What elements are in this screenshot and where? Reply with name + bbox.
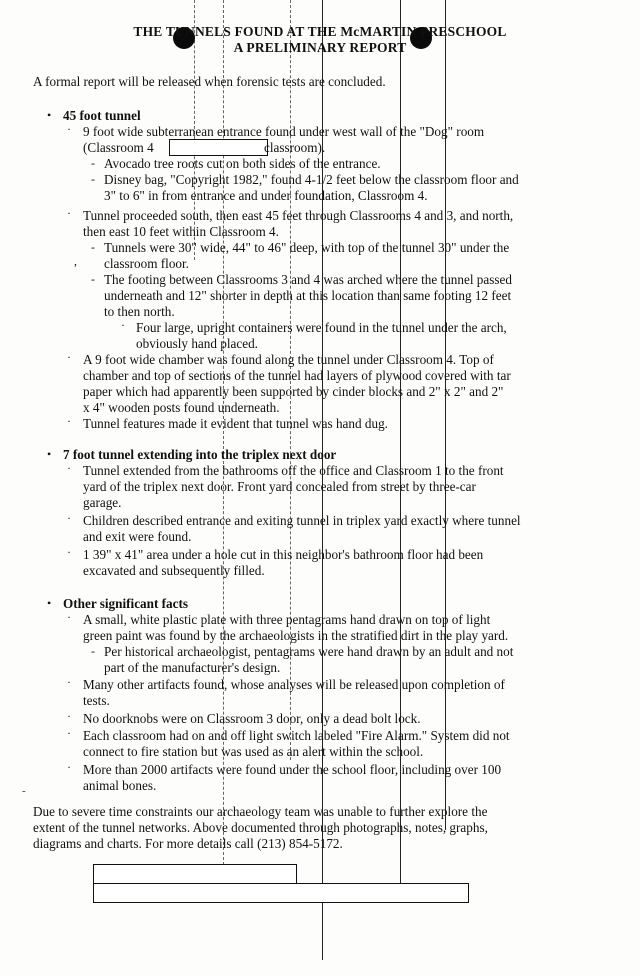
list-item: yard of the triplex next door. Front yard concealed from street by three-car — [83, 479, 476, 494]
list-bullet: · — [67, 206, 71, 220]
intro-text: A formal report will be released when forensic tests are concluded. — [33, 74, 386, 89]
list-bullet: · — [67, 675, 71, 689]
redaction-box — [169, 139, 268, 156]
list-item: x 4" wooden posts found underneath. — [83, 400, 280, 415]
list-bullet: · — [67, 350, 71, 364]
closing-text: extent of the tunnel networks. Above documented through photographs, notes, graphs, — [33, 820, 488, 835]
list-item: Tunnels were 30" wide, 44" to 46" deep, with top of the tunnel 30" under the — [104, 240, 510, 255]
list-bullet: · — [67, 122, 71, 136]
list-item: (Classroom 4 — [83, 140, 154, 155]
list-bullet: · — [67, 414, 71, 428]
list-item: 3" to 6" in from entrance and under foundation, Classroom 4. — [104, 188, 428, 203]
list-bullet: · — [67, 461, 71, 475]
list-item: obviously hand placed. — [136, 336, 258, 351]
list-item: Tunnel extended from the bathrooms off the office and Classroom 1 to the front — [83, 463, 504, 478]
list-item: Children described entrance and exiting tunnel in triplex yard exactly where tunnel — [83, 513, 521, 528]
list-bullet: · — [67, 610, 71, 624]
list-item: No doorknobs were on Classroom 3 door, only a dead bolt lock. — [83, 711, 421, 726]
list-item: Each classroom had on and off light switch labeled "Fire Alarm." System did not — [83, 728, 510, 743]
report-title: THE TUNNELS FOUND AT THE McMARTIN PRESCHOOL — [133, 24, 507, 39]
dash-bullet: - — [91, 156, 95, 170]
list-item: underneath and 12" shorter in depth at this location than same footing 12 feet — [104, 288, 512, 303]
list-bullet: · — [67, 726, 71, 740]
list-item: Many other artifacts found, whose analyses will be released upon completion of — [83, 677, 505, 692]
stray-mark: , — [74, 254, 77, 268]
list-item: Disney bag, "Copyright 1982," found 4-1/2 feet below the classroom floor and — [104, 172, 519, 187]
section-heading-other: Other significant facts — [63, 596, 189, 611]
sub-bullet: · — [121, 318, 125, 332]
list-item: excavated and subsequently filled. — [83, 563, 265, 578]
list-bullet: · — [67, 760, 71, 774]
dash-bullet: - — [91, 240, 95, 254]
section-heading-7ft: 7 foot tunnel extending into the triplex next door — [63, 447, 337, 462]
list-item: Four large, upright containers were found in the tunnel under the arch, — [136, 320, 507, 335]
list-item: More than 2000 artifacts were found under the school floor, including over 100 — [83, 762, 502, 777]
list-item: green paint was found by the archaeologists in the stratified dirt in the play yard. — [83, 628, 509, 643]
list-item: 1 39" x 41" area under a hole cut in this neighbor's bathroom floor had been — [83, 547, 484, 562]
section-bullet: • — [47, 596, 52, 610]
redaction-box — [93, 864, 297, 884]
list-bullet: · — [67, 545, 71, 559]
dash-bullet: - — [91, 272, 95, 286]
list-bullet: · — [67, 511, 71, 525]
list-item: then east 10 feet within Classroom 4. — [83, 224, 279, 239]
list-item: A 9 foot wide chamber was found along the tunnel under Classroom 4. Top of — [83, 352, 494, 367]
list-item: connect to fire station but was used as an alert within the school. — [83, 744, 424, 759]
dash-bullet: - — [91, 172, 95, 186]
list-item: classroom). — [264, 140, 326, 155]
list-item: 9 foot wide subterranean entrance found under west wall of the "Dog" room — [83, 124, 485, 139]
list-item: and exit were found. — [83, 529, 192, 544]
list-item: Per historical archaeologist, pentagrams were hand drawn by an adult and not — [104, 644, 514, 659]
section-heading-45ft: 45 foot tunnel — [63, 108, 141, 123]
list-item: animal bones. — [83, 778, 157, 793]
list-item: part of the manufacturer's design. — [104, 660, 281, 675]
closing-text: diagrams and charts. For more details call (213) 854-5172. — [33, 836, 343, 851]
redaction-box — [93, 883, 469, 903]
list-item: to then north. — [104, 304, 175, 319]
stray-mark: - — [22, 785, 26, 797]
list-item: paper which had apparently been supported by cinder blocks and 2" x 2" and 2" — [83, 384, 504, 399]
report-subtitle: A PRELIMINARY REPORT — [233, 40, 407, 55]
list-item: The footing between Classrooms 3 and 4 was arched where the tunnel passed — [104, 272, 512, 287]
list-item: Avocado tree roots cut on both sides of the entrance. — [104, 156, 381, 171]
list-item: Tunnel proceeded south, then east 45 feet through Classrooms 4 and 3, and north, — [83, 208, 514, 223]
dash-bullet: - — [91, 644, 95, 658]
list-item: A small, white plastic plate with three pentagrams hand drawn on top of light — [83, 612, 491, 627]
section-bullet: • — [47, 447, 52, 461]
list-item: chamber and top of sections of the tunnel had layers of plywood covered with tar — [83, 368, 511, 383]
list-item: tests. — [83, 693, 110, 708]
list-item: garage. — [83, 495, 122, 510]
section-bullet: • — [47, 108, 52, 122]
closing-text: Due to severe time constraints our archaeology team was unable to further explore the — [33, 804, 488, 819]
list-item: Tunnel features made it evident that tunnel was hand dug. — [83, 416, 388, 431]
list-bullet: · — [67, 709, 71, 723]
list-item: classroom floor. — [104, 256, 189, 271]
